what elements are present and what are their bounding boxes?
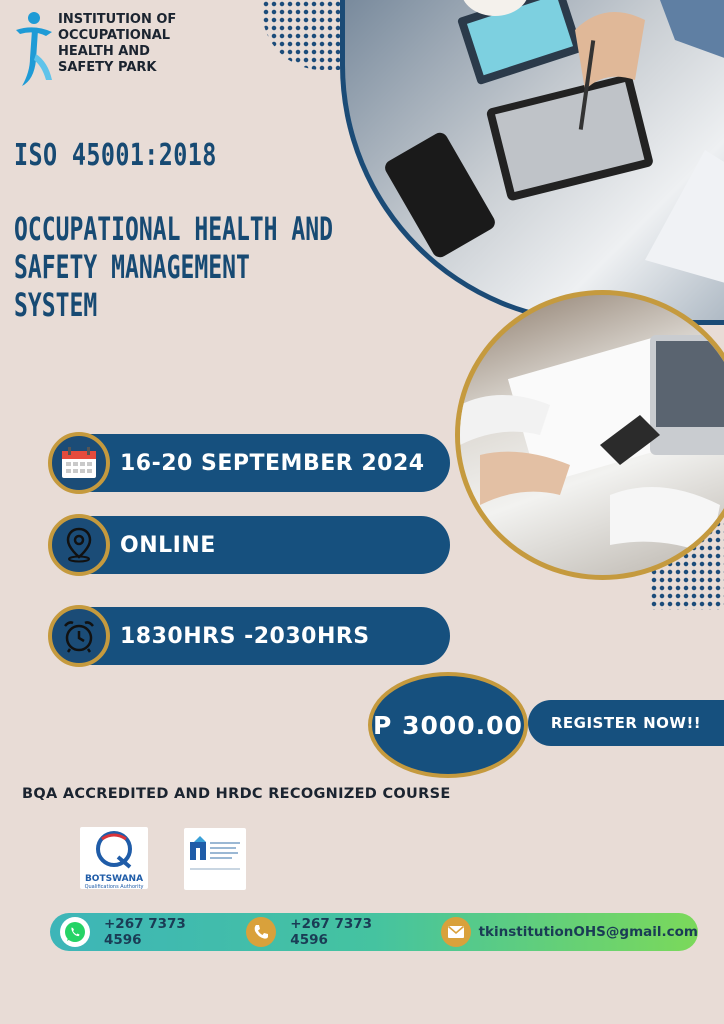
email-address[interactable]: tkinstitutionOHS@gmail.com bbox=[478, 924, 698, 940]
phone-number[interactable]: +267 7373 4596 bbox=[290, 916, 373, 948]
phone-icon bbox=[246, 917, 276, 947]
hrdc-emblem-icon bbox=[184, 828, 246, 890]
photo-team-meeting-illustration bbox=[345, 0, 724, 320]
accreditation-text: BQA ACCREDITED AND HRDC RECOGNIZED COURSE bbox=[22, 786, 451, 802]
location-text: ONLINE bbox=[120, 532, 216, 558]
register-now-button[interactable]: REGISTER NOW!! bbox=[528, 700, 724, 746]
bqa-q-emblem-icon bbox=[80, 827, 148, 871]
calendar-icon bbox=[48, 432, 110, 494]
institution-logo-icon bbox=[12, 10, 56, 90]
whatsapp-icon bbox=[60, 917, 90, 947]
whatsapp-number[interactable]: +267 7373 4596 bbox=[104, 916, 186, 948]
location-pin-icon bbox=[48, 514, 110, 576]
time-pill bbox=[60, 607, 450, 665]
hrdc-logo bbox=[184, 828, 246, 890]
date-pill bbox=[60, 434, 450, 492]
date-text: 16-20 SEPTEMBER 2024 bbox=[120, 450, 425, 476]
decorative-dots-top bbox=[262, 0, 342, 70]
iso-standard-title: ISO 45001:2018 bbox=[14, 138, 217, 173]
bqa-logo: BOTSWANA Qualifications Authority bbox=[80, 827, 148, 889]
time-text: 1830HRS -2030HRS bbox=[120, 623, 370, 649]
course-title: OCCUPATIONAL HEALTH AND SAFETY MANAGEMENT SYSTEM bbox=[14, 210, 334, 324]
photo-document-signing-illustration bbox=[460, 295, 724, 575]
email-icon bbox=[441, 917, 471, 947]
photo-document-signing bbox=[455, 290, 724, 580]
price-badge: P 3000.00 bbox=[368, 672, 528, 778]
contact-bar bbox=[50, 913, 698, 951]
photo-team-meeting bbox=[340, 0, 724, 325]
alarm-clock-icon bbox=[48, 605, 110, 667]
location-pill bbox=[60, 516, 450, 574]
institution-name: INSTITUTION OF OCCUPATIONAL HEALTH AND SAFETY PARK bbox=[58, 12, 177, 75]
